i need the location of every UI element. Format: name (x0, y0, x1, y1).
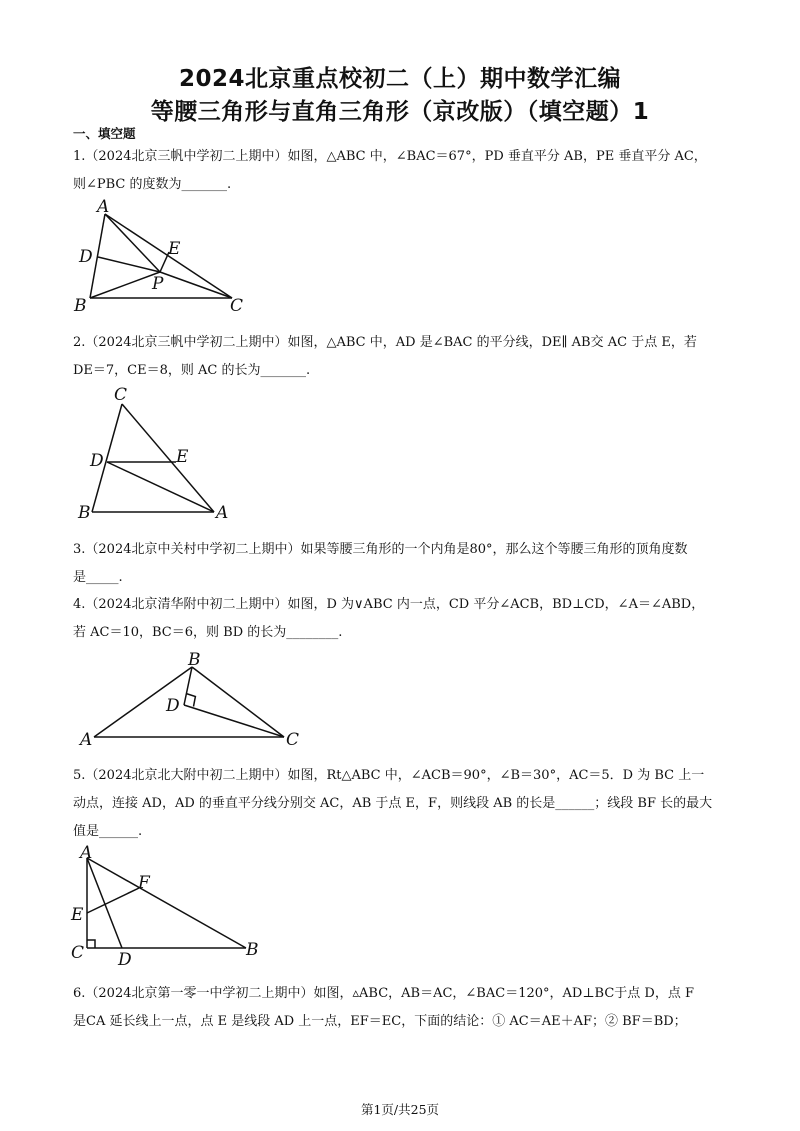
segment-dc (184, 705, 284, 737)
question-1-line-1: 1.（2024北京三帆中学初二上期中）如图，△ABC 中，∠BAC＝67°，PD 垂直平分 AB，PE 垂直平分 AC， (73, 149, 707, 164)
label-c: C (114, 385, 128, 405)
question-4-line-2: 若 AC＝10，BC＝6，则 BD 的长为________. (73, 625, 343, 640)
label-c: C (71, 943, 85, 963)
label-b: B (74, 296, 87, 316)
label-e: E (176, 447, 189, 467)
question-4-figure (74, 645, 314, 750)
label-d: D (79, 247, 93, 267)
question-4-line-1: 4.（2024北京清华附中初二上期中）如图，D 为∨ABC 内一点，CD 平分∠ACB，BD⊥CD，∠A＝∠ABD， (73, 597, 705, 612)
right-angle-mark (87, 940, 95, 948)
section-heading: 一、填空题 (73, 126, 136, 141)
segment-da (107, 462, 214, 512)
segment-ab (87, 858, 246, 948)
question-1-line-2: 则∠PBC 的度数为_______. (73, 177, 232, 192)
label-e: E (71, 905, 84, 925)
label-f: F (138, 873, 150, 893)
label-b: B (188, 650, 201, 670)
question-3-line-1: 3.（2024北京中关村中学初二上期中）如果等腰三角形的一个内角是80°，那么这个等腰三角形的顶角度数 (73, 542, 688, 557)
question-6-line-2: 是CA 延长线上一点，点 E 是线段 AD 上一点，EF＝EC，下面的结论：① AC＝AE＋AF；② BF＝BD； (73, 1014, 687, 1029)
question-2-line-2: DE＝7，CE＝8，则 AC 的长为_______. (73, 363, 311, 378)
segment-ef (87, 888, 139, 913)
label-p: P (152, 274, 164, 294)
question-1-figure (70, 192, 260, 320)
question-3-line-2: 是_____. (73, 570, 123, 585)
label-a: A (216, 503, 229, 523)
label-e: E (168, 239, 181, 259)
label-c: C (230, 296, 244, 316)
question-5-line-3: 值是______. (73, 824, 143, 839)
label-b: B (78, 503, 91, 523)
label-a: A (80, 843, 93, 863)
question-5-line-1: 5.（2024北京北大附中初二上期中）如图，Rt△ABC 中，∠ACB＝90°，∠B＝30°，AC＝5．D 为 BC 上一 (73, 768, 705, 783)
question-2-line-1: 2.（2024北京三帆中学初二上期中）如图，△ABC 中，AD 是∠BAC 的平分线，DE∥ AB交 AC 于点 E，若 (73, 335, 697, 350)
segment-ap (105, 214, 160, 272)
label-a: A (80, 730, 93, 750)
segment-ad (87, 858, 122, 948)
page-footer: 第1页/共25页 (360, 1102, 440, 1117)
segment-bc (192, 667, 284, 737)
page-title: 2024北京重点校初二（上）期中数学汇编 (178, 66, 621, 92)
segment-ca (122, 404, 214, 512)
label-b: B (246, 940, 259, 960)
label-a: A (97, 197, 110, 217)
question-5-line-2: 动点，连接 AD，AD 的垂直平分线分别交 AC，AB 于点 E，F，则线段 AB 的长是______；线段 BF 长的最大 (73, 796, 713, 811)
question-2-figure (70, 382, 240, 524)
segment-pc (160, 272, 232, 298)
label-d: D (90, 451, 104, 471)
label-c: C (286, 730, 300, 750)
segment-bp (90, 272, 160, 298)
label-d: D (166, 696, 180, 716)
label-d: D (118, 950, 132, 970)
right-angle-mark (186, 694, 195, 707)
question-6-line-1: 6.（2024北京第一零一中学初二上期中）如图，▵ABC，AB＝AC，∠BAC＝120°，AD⊥BC于点 D，点 F (73, 986, 694, 1001)
segment-dp (98, 257, 160, 272)
page-subtitle: 等腰三角形与直角三角形（京改版）（填空题）1 (150, 99, 650, 125)
question-5-figure (66, 840, 276, 970)
